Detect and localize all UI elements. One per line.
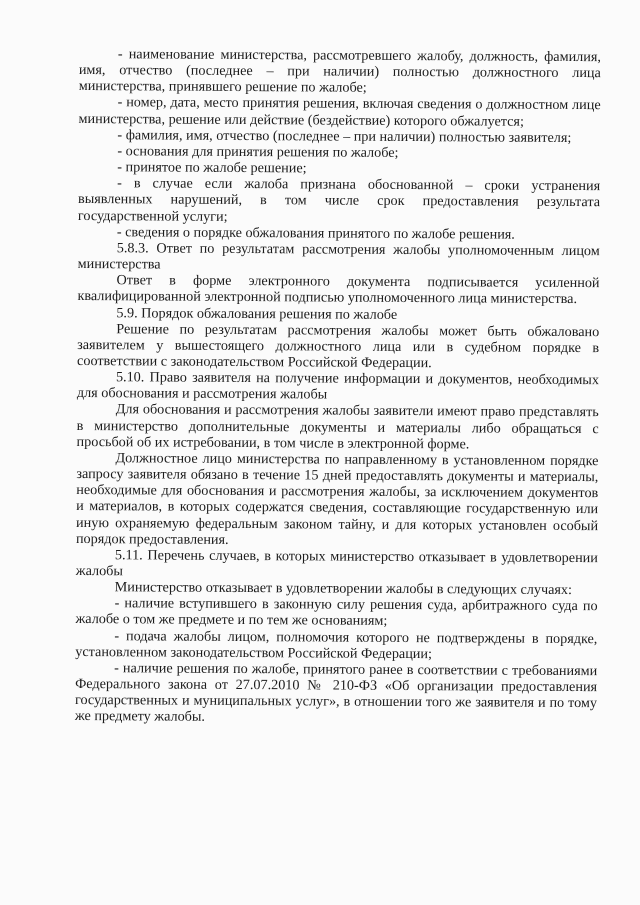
paragraph-applicant-name-item: - фамилия, имя, отчество (последнее – при наличии) полностью заявителя;: [117, 127, 572, 146]
section-heading-5-8-3: 5.8.3. Ответ по результатам рассмотрения жалобы уполномоченным лицом министерства: [77, 240, 600, 273]
paragraph-court-decision-item: - наличие вступившего в законную силу решения суда, арбитражного суда по жалобе о том же предмете и по тем же основаниям;: [75, 595, 598, 630]
paragraph-decision-number-item: - номер, дата, место принятия решения, включая сведения о должностном лице министерства, решение или действие (бездействие) которого обжалуется;: [78, 94, 601, 130]
paragraph-ministry-name-item: - наименование министерства, рассмотревшего жалобу, должность, фамилия, имя, отчество (последнее – при наличии) полностью должностного лица министерства, принявшего решение по жалобе;: [78, 46, 601, 97]
paragraph-remedy-deadlines-item: - в случае если жалоба признана обоснованной – сроки устранения выявленных нарушений, в том числе срок предоставления результата государственной услуги;: [77, 175, 601, 225]
section-heading-5-9: 5.9. Порядок обжалования решения по жалобе: [116, 304, 398, 323]
paragraph-refusal-cases-intro: Министерство отказывает в удовлетворении жалобы в следующих случаях:: [114, 579, 573, 599]
paragraph-additional-documents: Для обоснования и рассмотрения жалобы заявители имеют право представлять в министерство дополнительные документы и материалы либо обращаться с просьбой об их истребовании, в том числе в электронной форме.: [76, 401, 599, 453]
paragraph-prior-decision-item: - наличие решения по жалобе, принятого ранее в соответствии с требованиями Федерального закона от 27.07.2010 № 210-ФЗ «Об организации предоставления государственных и муниципальных услуг», в отношении того же заявителя и по тому же предмету жалобы.: [74, 660, 598, 726]
paragraph-appeal-court: Решение по результатам рассмотрения жалобы может быть обжаловано заявителем у вышестоящего должностного лица или в судебном порядке в соответствии с законодательством Российской Федерации.: [77, 320, 600, 372]
section-heading-5-11: 5.11. Перечень случаев, в которых министерство отказывает в удовлетворении жалобы: [75, 547, 598, 580]
section-heading-5-10: 5.10. Право заявителя на получение информации и документов, необходимых для обоснования и рассмотрения жалобы: [76, 369, 600, 403]
paragraph-electronic-signature: Ответ в форме электронного документа подписывается усиленной квалифицированной электронной подписью уполномоченного лица министерства.: [77, 272, 600, 308]
paragraph-official-obligation: Должностное лицо министерства по направленному в установленном порядке запросу заявителя обязано в течение 15 дней предоставлять документы и материалы, необходимые для обоснования и рассмотрения жалобы, за исключением документов и материалов, в которых содержатся сведения, составляющие государственную или иную охраняемую федеральным законом тайну, и для которых установлен особый порядок предоставления.: [75, 450, 599, 548]
document-body: [75, 46, 601, 728]
paragraph-decision-item: - принятое по жалобе решение;: [117, 159, 307, 177]
paragraph-appeal-procedure-item: - сведения о порядке обжалования принятого по жалобе решения.: [116, 223, 515, 243]
paragraph-grounds-item: - основания для принятия решения по жалобе;: [117, 143, 399, 161]
paragraph-unauthorized-filing-item: - подача жалобы лицом, полномочия которого не подтверждены в порядке, установленном законодательством Российской Федерации;: [75, 627, 598, 662]
